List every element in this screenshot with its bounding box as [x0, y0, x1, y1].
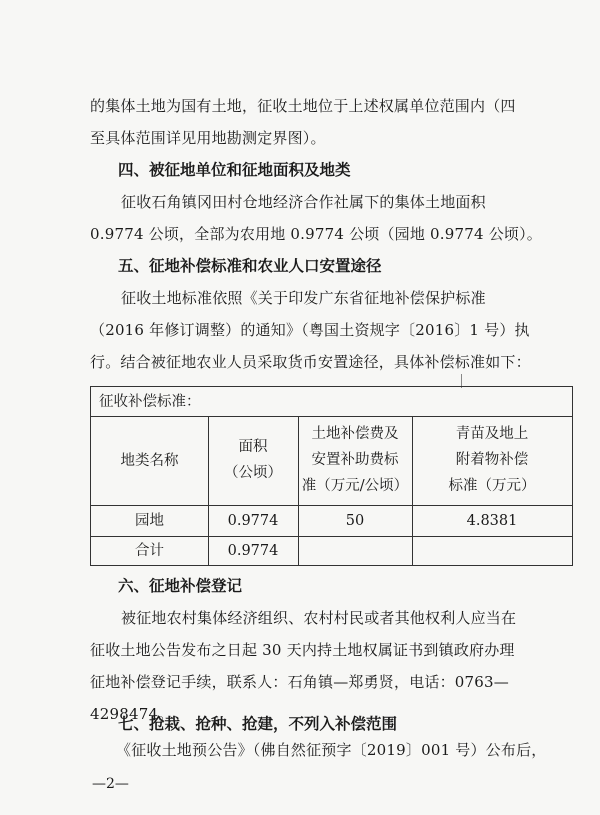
paragraph-line: 行。结合被征地农业人员采取货币安置途径，具体补偿标准如下： [90, 353, 531, 371]
table-cell: 合计 [135, 543, 164, 559]
table-rule [91, 536, 572, 537]
header-crop-compensation: 附着物补偿 [455, 452, 529, 468]
compensation-table [90, 386, 573, 566]
paragraph-line: 征地补偿登记手续，联系人：石角镇—郑勇贤，电话：0763— [90, 673, 509, 691]
page-number: —2— [92, 776, 129, 792]
table-rule [91, 416, 572, 417]
paragraph-line: 征收石角镇冈田村仓地经济合作社属下的集体土地面积 [121, 193, 486, 211]
header-land-compensation: 土地补偿费及 [311, 426, 399, 442]
table-caption: 征收补偿标准： [99, 394, 201, 410]
header-land-compensation: 准（万元/公顷） [301, 478, 409, 494]
header-land-type: 地类名称 [120, 453, 179, 469]
paragraph-line: 征收土地标准依照《关于印发广东省征地补偿保护标准 [121, 289, 486, 307]
paragraph-line: 0.9774 公顷，全部为农用地 0.9774 公顷（园地 0.9774 公顷）。 [90, 225, 542, 243]
paragraph-line: 至具体范围详见用地勘测定界图）。 [90, 129, 326, 147]
header-area-unit: （公顷） [224, 465, 282, 481]
paragraph-line: 征收土地公告发布之日起 30 天内持土地权属证书到镇政府办理 [90, 641, 515, 659]
header-crop-compensation: 青苗及地上 [455, 426, 529, 442]
section-5-heading: 五、征地补偿标准和农业人口安置途径 [118, 257, 382, 275]
header-area: 面积 [238, 439, 268, 455]
section-7-heading: 七、抢栽、抢种、抢建，不列入补偿范围 [118, 715, 398, 733]
table-cell: 0.9774 [227, 543, 279, 559]
header-land-compensation: 安置补助费标 [311, 452, 399, 468]
section-6-heading: 六、征地补偿登记 [118, 577, 243, 595]
table-rule [91, 505, 572, 506]
section-4-heading: 四、被征地单位和征地面积及地类 [118, 161, 351, 179]
header-crop-compensation: 标准（万元） [448, 478, 536, 494]
paragraph-line: 《征收土地预公告》（佛自然征预字〔2019〕001 号）公布后， [116, 741, 547, 759]
table-cell: 0.9774 [227, 513, 279, 529]
table-cell: 50 [345, 513, 365, 529]
paragraph-line: （2016 年修订调整）的通知》（粤国土资规字〔2016〕1 号）执 [90, 321, 530, 339]
paragraph-line: 4298474。 [90, 705, 174, 723]
table-cell: 4.8381 [466, 513, 518, 529]
table-cell: 园地 [135, 513, 164, 529]
paragraph-line: 的集体土地为国有土地，征收土地位于上述权属单位范围内（四 [90, 97, 516, 115]
paragraph-line: 被征地农村集体经济组织、农村村民或者其他权利人应当在 [121, 609, 517, 627]
